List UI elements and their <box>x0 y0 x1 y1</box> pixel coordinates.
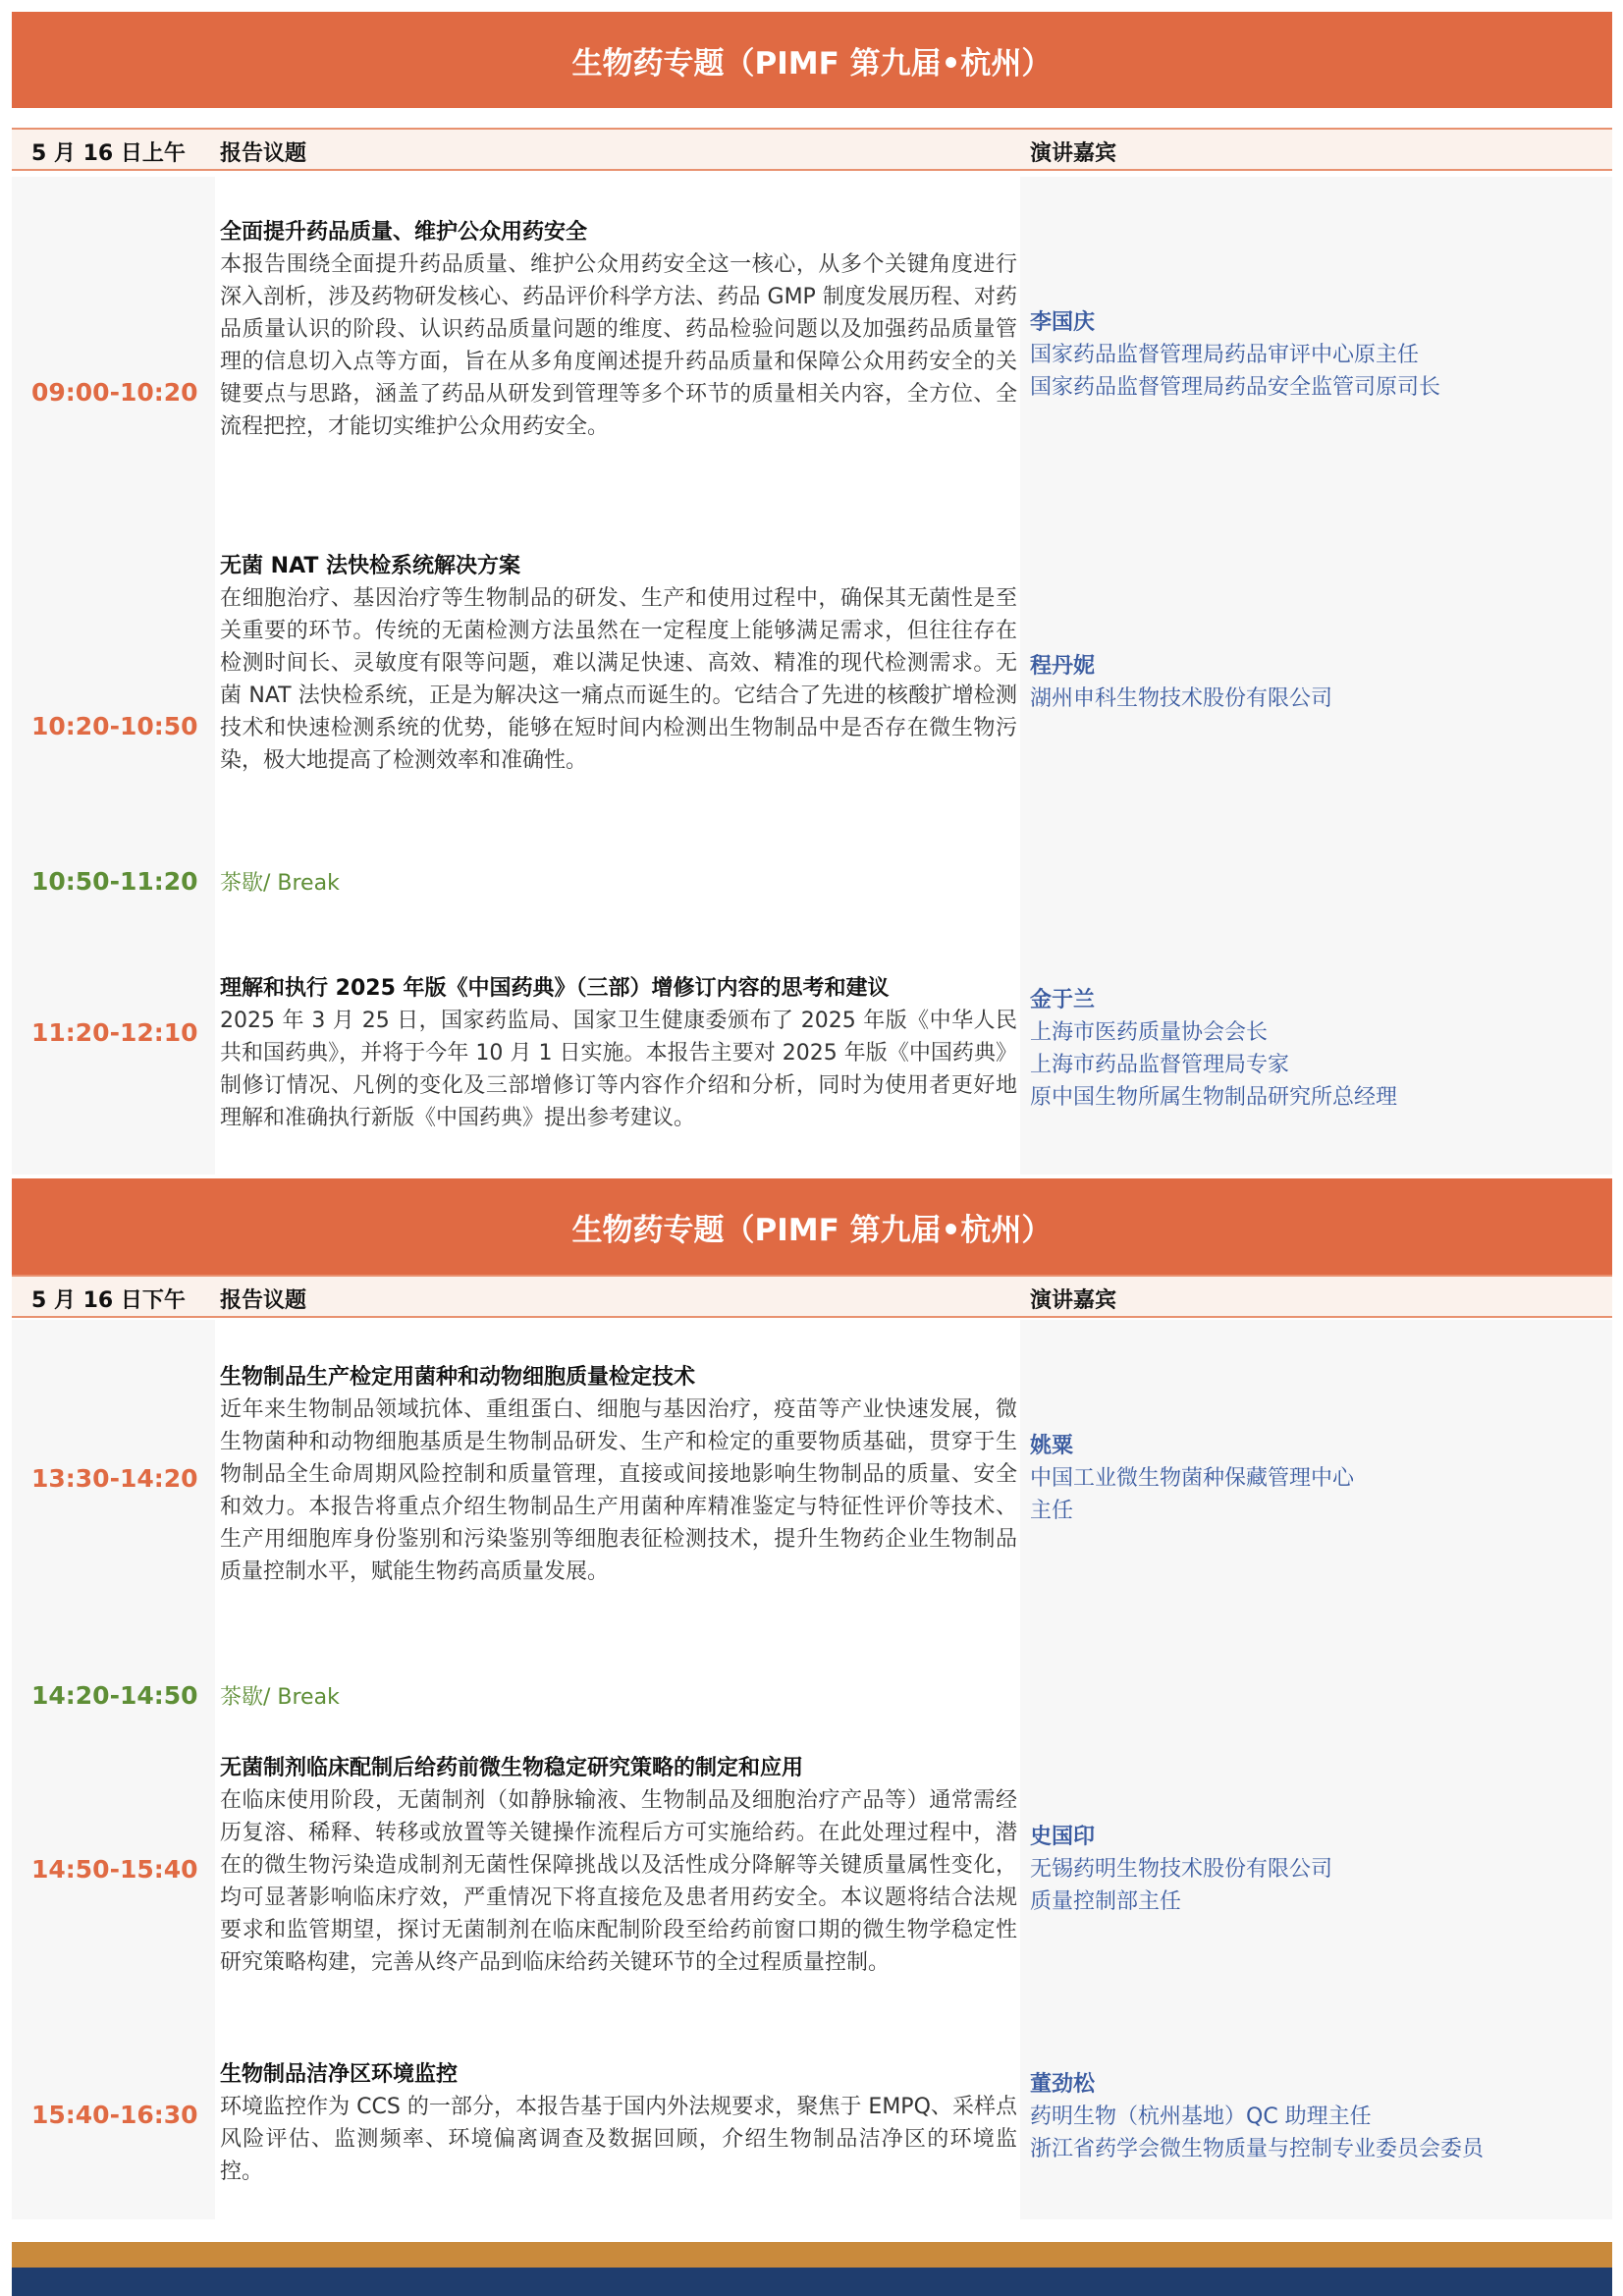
afternoon-body <box>12 1320 1612 2219</box>
header-date: 5 月 16 日上午 <box>31 141 186 166</box>
speaker-block <box>1030 1430 1599 1527</box>
speaker-name: 李国庆 <box>1030 310 1096 335</box>
afternoon-section <box>12 1178 1612 1318</box>
time-slot: 14:20-14:50 <box>31 1681 198 1710</box>
speaker-affiliation: 国家药品监督管理局药品审评中心原主任 <box>1030 343 1420 367</box>
time-slot: 11:20-12:10 <box>31 1018 198 1047</box>
speaker-affiliation: 原中国生物所属生物制品研究所总经理 <box>1030 1085 1398 1110</box>
header-topic: 报告议题 <box>220 141 307 166</box>
header-topic: 报告议题 <box>220 1288 307 1313</box>
speaker-name: 董劲松 <box>1030 2072 1096 2097</box>
speaker-name: 程丹妮 <box>1030 654 1096 679</box>
speaker-affiliation: 质量控制部主任 <box>1030 1889 1182 1914</box>
topic-title: 无菌 NAT 法快检系统解决方案 <box>220 554 521 578</box>
topic-description: 在细胞治疗、基因治疗等生物制品的研发、生产和使用过程中，确保其无菌性是至关重要的环节。传统的无菌检测方法虽然在一定程度上能够满足需求，但往往存在检测时间长、灵敏度有限等问题，难以满足快速、高效、精准的现代检测需求。无菌 NAT 法快检系统，正是为解决这一痛点而诞生的。它结合了先进的核酸扩增检测技术和快速检测系统的优势，能够在短时间内检测出生物制品中是否存在微生物污染，极大地提高了检测效率和准确性。 <box>220 586 1017 773</box>
time-slot: 10:50-11:20 <box>31 867 198 896</box>
morning-section <box>12 12 1612 171</box>
speaker-affiliation: 主任 <box>1030 1499 1074 1523</box>
header-speaker: 演讲嘉宾 <box>1030 1288 1117 1313</box>
topic-block <box>220 2058 1017 2188</box>
morning-body <box>12 177 1612 1175</box>
topic-title: 全面提升药品质量、维护公众用药安全 <box>220 220 588 245</box>
topic-block <box>220 216 1017 443</box>
speaker-affiliation: 上海市医药质量协会会长 <box>1030 1020 1269 1045</box>
speaker-name: 史国印 <box>1030 1825 1096 1849</box>
time-slot: 13:30-14:20 <box>31 1464 198 1493</box>
section-banner: 生物药专题（PIMF 第九届•杭州） <box>12 1178 1612 1275</box>
topic-block <box>220 1752 1017 1979</box>
speaker-block <box>1030 650 1599 715</box>
topic-title: 生物制品洁净区环境监控 <box>220 2062 459 2087</box>
topic-description: 2025 年 3 月 25 日，国家药监局、国家卫生健康委颁布了 2025 年版《中华人民共和国药典》，并将于今年 10 月 1 日实施。本报告主要对 2025 年版《中国药典》制修订情况、凡例的变化及三部增修订等内容作介绍和分析，同时为使用者更好地理解和准确执行新版《中国药典》提出参考建议。 <box>220 1009 1017 1130</box>
speaker-block <box>1030 306 1599 404</box>
speaker-affiliation: 中国工业微生物菌种保藏管理中心 <box>1030 1466 1355 1491</box>
topic-title: 无菌制剂临床配制后给药前微生物稳定研究策略的制定和应用 <box>220 1756 804 1780</box>
speaker-block <box>1030 2068 1599 2165</box>
footer-stripe-gold <box>12 2242 1612 2268</box>
topic-block <box>220 550 1017 777</box>
speaker-affiliation: 上海市药品监督管理局专家 <box>1030 1053 1290 1077</box>
topic-title: 理解和执行 2025 年版《中国药典》（三部）增修订内容的思考和建议 <box>220 976 890 1001</box>
section-banner: 生物药专题（PIMF 第九届•杭州） <box>12 12 1612 108</box>
speaker-name: 姚粟 <box>1030 1434 1074 1458</box>
topic-title: 生物制品生产检定用菌种和动物细胞质量检定技术 <box>220 1365 696 1390</box>
topic-description: 近年来生物制品领域抗体、重组蛋白、细胞与基因治疗，疫苗等产业快速发展，微生物菌种和动物细胞基质是生物制品研发、生产和检定的重要物质基础，贯穿于生物制品全生命周期风险控制和质量管理，直接或间接地影响生物制品的质量、安全和效力。本报告将重点介绍生物制品生产用菌种库精准鉴定与特征性评价等技术、生产用细胞库身份鉴别和污染鉴别等细胞表征检测技术，提升生物药企业生物制品质量控制水平，赋能生物药高质量发展。 <box>220 1397 1017 1584</box>
header-speaker: 演讲嘉宾 <box>1030 141 1117 166</box>
topic-block <box>220 1361 1017 1588</box>
footer-stripe-navy <box>12 2268 1612 2296</box>
speaker-block <box>1030 984 1599 1114</box>
time-slot: 10:20-10:50 <box>31 712 198 740</box>
header-date: 5 月 16 日下午 <box>31 1288 186 1313</box>
time-slot: 15:40-16:30 <box>31 2101 198 2129</box>
topic-block <box>220 972 1017 1134</box>
break-block <box>220 1681 1017 1714</box>
break-label: 茶歇/ Break <box>220 1685 340 1710</box>
topic-description: 本报告围绕全面提升药品质量、维护公众用药安全这一核心，从多个关键角度进行深入剖析，涉及药物研发核心、药品评价科学方法、药品 GMP 制度发展历程、对药品质量认识的阶段、认识药品质量问题的维度、药品检验问题以及加强药品质量管理的信息切入点等方面，旨在从多角度阐述提升药品质量和保障公众用药安全的关键要点与思路，涵盖了药品从研发到管理等多个环节的质量相关内容，全方位、全流程把控，才能切实维护公众用药安全。 <box>220 252 1017 439</box>
time-slot: 14:50-15:40 <box>31 1855 198 1884</box>
speaker-name: 金于兰 <box>1030 988 1096 1012</box>
table-header <box>12 128 1612 171</box>
break-label: 茶歇/ Break <box>220 871 340 896</box>
speaker-affiliation: 国家药品监督管理局药品安全监管司原司长 <box>1030 375 1441 400</box>
break-block <box>220 867 1017 900</box>
speaker-affiliation: 浙江省药学会微生物质量与控制专业委员会委员 <box>1030 2137 1485 2161</box>
speaker-affiliation: 无锡药明生物技术股份有限公司 <box>1030 1857 1333 1882</box>
speaker-affiliation: 湖州申科生物技术股份有限公司 <box>1030 686 1333 711</box>
speaker-block <box>1030 1821 1599 1918</box>
table-header <box>12 1275 1612 1318</box>
speaker-affiliation: 药明生物（杭州基地）QC 助理主任 <box>1030 2105 1372 2129</box>
topic-description: 环境监控作为 CCS 的一部分，本报告基于国内外法规要求，聚焦于 EMPQ、采样点风险评估、监测频率、环境偏离调查及数据回顾，介绍生物制品洁净区的环境监控。 <box>220 2095 1017 2184</box>
time-slot: 09:00-10:20 <box>31 378 198 407</box>
topic-description: 在临床使用阶段，无菌制剂（如静脉输液、生物制品及细胞治疗产品等）通常需经历复溶、稀释、转移或放置等关键操作流程后方可实施给药。在此处理过程中，潜在的微生物污染造成制剂无菌性保障挑战以及活性成分降解等关键质量属性变化，均可显著影响临床疗效，严重情况下将直接危及患者用药安全。本议题将结合法规要求和监管期望，探讨无菌制剂在临床配制阶段至给药前窗口期的微生物学稳定性研究策略构建，完善从终产品到临床给药关键环节的全过程质量控制。 <box>220 1788 1017 1975</box>
